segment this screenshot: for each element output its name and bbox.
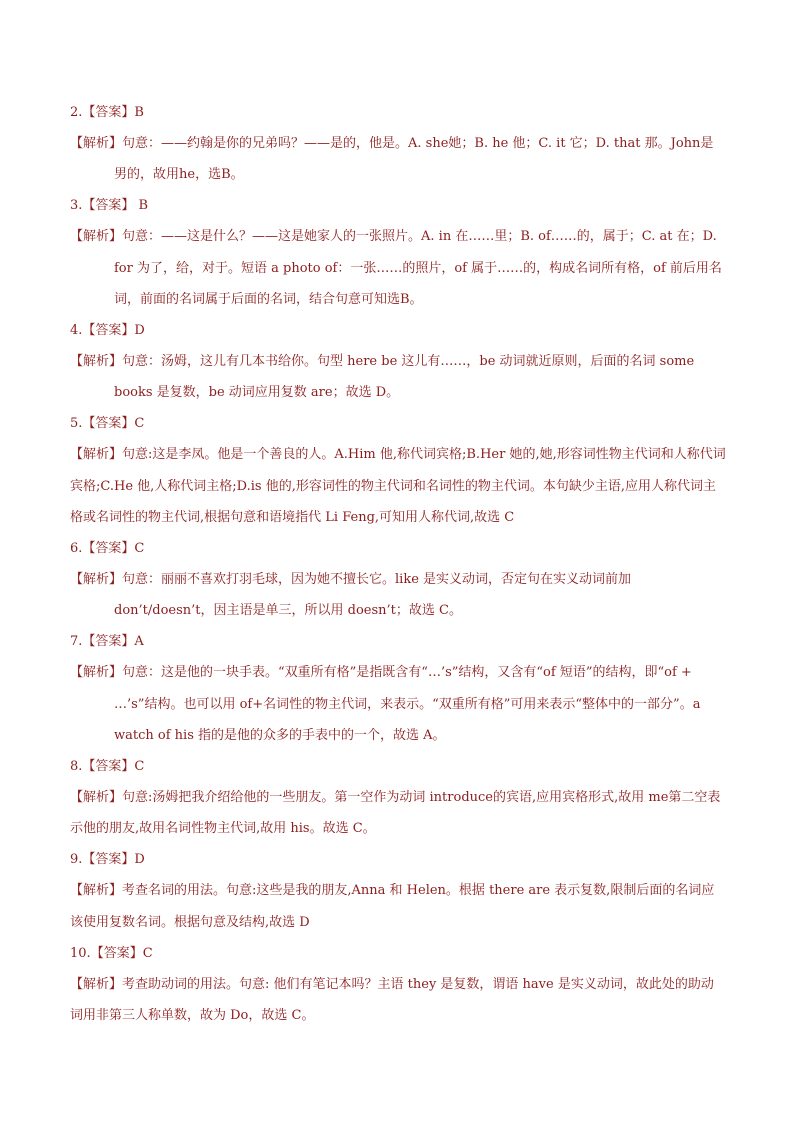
- answer-tag: 【答案】: [82, 416, 135, 432]
- answer-tag: 【答案】: [90, 945, 143, 961]
- explanation-text: 句意:这是李凤。他是一个善良的人。A.Him 他,称代词宾格;B.Her 她的,她,形容词性物主代词和人称代词宾格;C.He 他,人称代词主格;D.is 他的,形容词性的物主代词和名词性的物主代词。本句缺少主语,应用人称代词主格或名词性的物主代词,根据句意和语境指代 Li Feng,可知用人称代词,故选 C: [70, 447, 726, 525]
- question-number: 8.: [70, 759, 83, 775]
- answer-tag: 【答案】: [82, 759, 135, 775]
- answer-value: A: [134, 634, 144, 650]
- entry-2: [70, 97, 726, 190]
- explanation: [70, 128, 726, 190]
- answer-line: [70, 844, 726, 875]
- explanation-text: 句意：——这是什么？——这是她家人的一张照片。A. in 在……里；B. of……的，属于；C. at 在；D. for 为了，给，对于。短语 a photo of：一张……的照片，of 属于……的，构成名词所有格，of 前后用名词，前面的名词属于后面的名词，结合句意可知选B。: [114, 229, 722, 307]
- explanation-tag: 【解析】: [70, 447, 123, 463]
- explanation: [70, 875, 726, 937]
- answer-tag: 【答案】: [82, 105, 135, 120]
- question-number: 2.: [70, 105, 83, 120]
- entry-3: [70, 190, 726, 315]
- answer-tag: 【答案】: [82, 541, 135, 557]
- answer-value: D: [134, 323, 145, 339]
- entry-6: [70, 533, 726, 626]
- answer-tag: 【答案】: [82, 634, 135, 650]
- question-number: 10.: [70, 945, 91, 961]
- answer-line: [70, 533, 726, 564]
- answer-value: C: [142, 945, 153, 961]
- explanation-text: 考查助动词的用法。句意: 他们有笔记本吗？主语 they 是复数，谓语 have 是实义动词，故此处的助动词用非第三人称单数，故为 Do，故选 C。: [70, 976, 714, 1024]
- answer-line: [70, 938, 726, 969]
- answer-value: B: [134, 198, 149, 214]
- explanation-text: 考查名词的用法。句意:这些是我的朋友,Anna 和 Helen。根据 there are 表示复数,限制后面的名词应该使用复数名词。根据句意及结构,故选 D: [70, 883, 715, 930]
- question-number: 4.: [70, 323, 83, 339]
- answer-tag: 【答案】: [82, 198, 135, 214]
- explanation-text: 句意：汤姆，这儿有几本书给你。句型 here be 这儿有……，be 动词就近原则，后面的名词 some books 是复数，be 动词应用复数 are；故选 D。: [114, 354, 695, 401]
- explanation: [70, 439, 726, 533]
- entry-10: [70, 938, 726, 1031]
- explanation: [70, 346, 726, 408]
- question-number: 9.: [70, 852, 83, 868]
- answer-value: B: [134, 105, 144, 120]
- answer-value: C: [134, 541, 145, 557]
- explanation-tag: 【解析】: [70, 665, 123, 681]
- explanation-tag: 【解析】: [70, 572, 123, 588]
- explanation-text: 句意：——约翰是你的兄弟吗？——是的，他是。A. she她；B. he 他；C. it 它；D. that 那。John是男的，故用he，选B。: [114, 136, 714, 183]
- answer-tag: 【答案】: [82, 323, 135, 339]
- explanation-tag: 【解析】: [70, 883, 123, 899]
- answer-tag: 【答案】: [82, 852, 135, 868]
- answer-line: [70, 626, 726, 657]
- explanation-tag: 【解析】: [70, 229, 123, 245]
- explanation-tag: 【解析】: [70, 136, 123, 151]
- explanation: [70, 782, 726, 844]
- explanation: [70, 564, 726, 626]
- entry-4: [70, 315, 726, 408]
- explanation-text: 句意:汤姆把我介绍给他的一些朋友。第一空作为动词 introduce的宾语,应用宾格形式,故用 me第二空表示他的朋友,故用名词性物主代词,故用 his。故选 C。: [70, 790, 721, 837]
- explanation-tag: 【解析】: [70, 354, 123, 370]
- explanation: [70, 657, 726, 751]
- answer-line: [70, 315, 726, 346]
- question-number: 6.: [70, 541, 83, 557]
- explanation-tag: 【解析】: [70, 790, 123, 806]
- answer-value: C: [134, 416, 145, 432]
- answer-line: [70, 751, 726, 782]
- question-number: 7.: [70, 634, 83, 650]
- entry-8: [70, 751, 726, 844]
- explanation-tag: 【解析】: [70, 976, 123, 992]
- explanation: [70, 221, 726, 315]
- answer-line: [70, 190, 726, 221]
- answer-key: [70, 97, 726, 1031]
- answer-line: [70, 408, 726, 439]
- explanation-text: 句意：丽丽不喜欢打羽毛球，因为她不擅长它。like 是实义动词，否定句在实义动词前加don’t/doesn’t，因主语是单三，所以用 doesn’t；故选 C。: [114, 572, 632, 619]
- entry-5: [70, 408, 726, 533]
- entry-9: [70, 844, 726, 937]
- explanation: [70, 969, 726, 1031]
- answer-line: [70, 97, 726, 128]
- question-number: 5.: [70, 416, 83, 432]
- question-number: 3.: [70, 198, 83, 214]
- explanation-text: 句意：这是他的一块手表。“双重所有格”是指既含有“…’s”结构，又含有“of 短语”的结构，即“of + …’s”结构。也可以用 of+名词性的物主代词，来表示。“双重所有格”可用来表示“整体中的一部分”。a watch of his 指的是他的众多的手表中的一个，故选 A。: [114, 665, 701, 743]
- answer-value: D: [134, 852, 145, 868]
- answer-value: C: [134, 759, 145, 775]
- entry-7: [70, 626, 726, 751]
